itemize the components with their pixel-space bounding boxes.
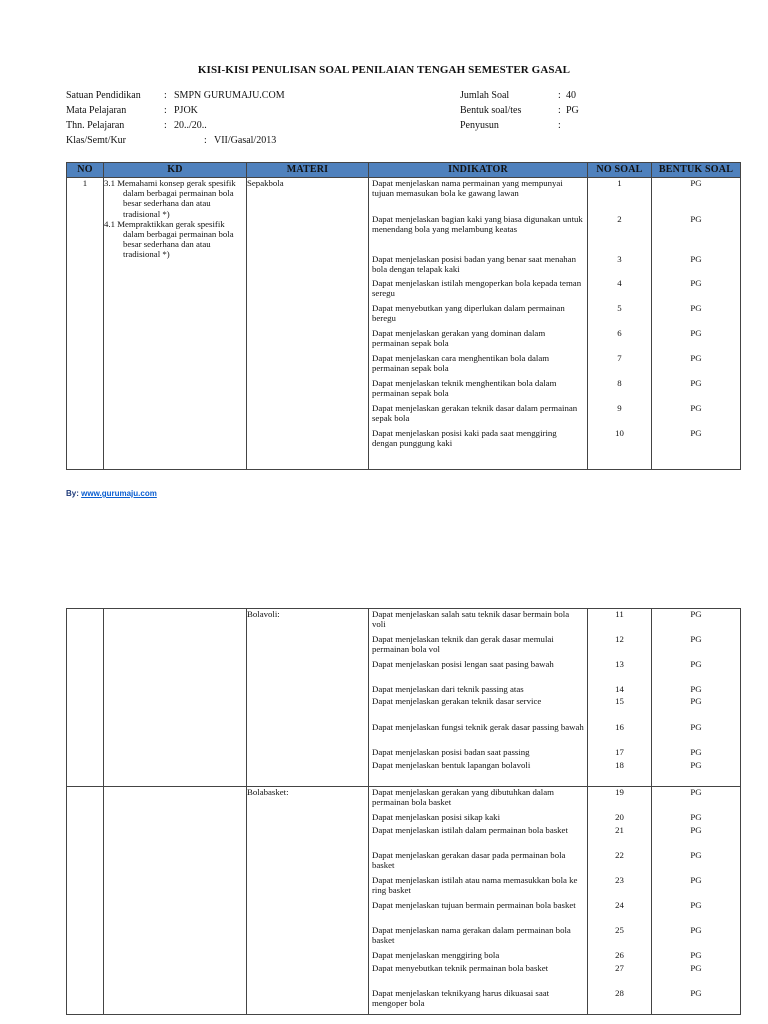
- bentuk-soal: PG: [690, 963, 702, 973]
- meta-label: Mata Pelajaran: [66, 105, 127, 116]
- indikator-item: Dapat menjelaskan posisi lengan saat pasing bawah: [372, 659, 554, 669]
- materi-cell: Bolabasket:: [247, 787, 369, 1015]
- indikator-item: Dapat menjelaskan cara menghentikan bola dalam permainan sepak bola: [372, 353, 550, 374]
- bentuk-soal: PG: [690, 696, 702, 706]
- indikator-list: [369, 178, 587, 452]
- meta-right: [460, 88, 579, 133]
- no-soal: 19: [615, 787, 624, 797]
- bentuk-soal: PG: [690, 747, 702, 757]
- meta-value: PJOK: [174, 105, 198, 116]
- indikator-item: Dapat menyebutkan yang diperlukan dalam permainan beregu: [372, 303, 565, 324]
- bentuk-soal: PG: [690, 303, 702, 313]
- no-soal: 8: [617, 378, 622, 388]
- row-number: 1: [67, 178, 104, 470]
- row-number: [67, 787, 104, 1015]
- indikator-item: Dapat menjelaskan posisi kaki pada saat menggiring dengan punggung kaki: [372, 428, 557, 449]
- indikator-item: Dapat menyebutkan teknik permainan bola basket: [372, 963, 549, 973]
- footer-credit: [66, 489, 157, 498]
- indikator-item: Dapat menjelaskan menggiring bola: [372, 950, 500, 960]
- indikator-item: Dapat menjelaskan nama gerakan dalam permainan bola basket: [372, 925, 571, 946]
- bentuk-soal: PG: [690, 875, 702, 885]
- bentuk-soal: PG: [690, 609, 702, 619]
- header-kd: KD: [104, 163, 247, 178]
- indikator-item: Dapat menjelaskan gerakan yang dominan dalam permainan sepak bola: [372, 328, 546, 349]
- no-soal: 23: [615, 875, 624, 885]
- indikator-cell: [369, 178, 588, 470]
- no-soal-cell: [588, 787, 652, 1015]
- no-soal: 24: [615, 900, 624, 910]
- no-soal: 22: [615, 850, 624, 860]
- indikator-item: Dapat menjelaskan dari teknik passing atas: [372, 684, 524, 694]
- no-soal-cell: [588, 178, 652, 470]
- footer-prefix: By:: [66, 489, 82, 498]
- bentuk-soal: PG: [690, 403, 702, 413]
- no-soal: 14: [615, 684, 624, 694]
- meta-label: Penyusun: [460, 120, 499, 131]
- no-soal: 2: [617, 214, 622, 224]
- meta-label: Klas/Semt/Kur: [66, 135, 126, 146]
- indikator-list: [369, 609, 587, 773]
- indikator-item: Dapat menjelaskan gerakan yang dibutuhkan dalam permainan bola basket: [372, 787, 554, 808]
- bentuk-soal-cell: [652, 178, 741, 470]
- kisi-kisi-table: [66, 162, 741, 470]
- bentuk-soal-cell: [652, 787, 741, 1015]
- meta-sep: :: [164, 120, 167, 131]
- indikator-item: Dapat menjelaskan istilah mengoperkan bola kepada teman seregu: [372, 278, 582, 299]
- meta-value: 40: [566, 90, 576, 101]
- meta-row-satuan: [66, 88, 285, 103]
- kd-item: 3.1 Memahami konsep gerak spesifik dalam berbagai permainan bola besar sederhana dan atau tradisional *): [104, 178, 236, 219]
- no-soal-cell: [588, 609, 652, 787]
- header-indikator: INDIKATOR: [369, 163, 588, 178]
- bentuk-soal: PG: [690, 214, 702, 224]
- header-materi: MATERI: [247, 163, 369, 178]
- no-soal-list: [588, 787, 651, 1013]
- no-soal: 13: [615, 659, 624, 669]
- footer-link[interactable]: www.gurumaju.com: [81, 489, 157, 498]
- no-soal-list: [588, 178, 651, 452]
- meta-value: SMPN GURUMAJU.COM: [174, 90, 285, 101]
- meta-value: PG: [566, 105, 579, 116]
- bentuk-soal: PG: [690, 988, 702, 998]
- indikator-cell: [369, 609, 588, 787]
- header-bentuk-soal: BENTUK SOAL: [652, 163, 741, 178]
- bentuk-soal: PG: [690, 634, 702, 644]
- indikator-item: Dapat menjelaskan gerakan dasar pada permainan bola basket: [372, 850, 566, 871]
- meta-row-jumlah: [460, 88, 579, 103]
- indikator-item: Dapat menjelaskan salah satu teknik dasar bermain bola voli: [372, 609, 570, 630]
- meta-sep: :: [204, 135, 207, 146]
- kd-cell: [104, 787, 247, 1015]
- no-soal: 11: [615, 609, 624, 619]
- continuation-table: [66, 608, 741, 1015]
- indikator-list: [369, 787, 587, 1013]
- meta-sep: :: [164, 105, 167, 116]
- no-soal: 12: [615, 634, 624, 644]
- materi-cell: Sepakbola: [247, 178, 369, 470]
- indikator-item: Dapat menjelaskan bagian kaki yang biasa digunakan untuk menendang bola yang melambung keatas: [372, 214, 583, 235]
- bentuk-soal: PG: [690, 254, 702, 264]
- bentuk-soal: PG: [690, 760, 702, 770]
- meta-row-tahun: [66, 118, 285, 133]
- meta-row-bentuk: [460, 103, 579, 118]
- bentuk-soal: PG: [690, 278, 702, 288]
- meta-sep: :: [164, 90, 167, 101]
- bentuk-soal: PG: [690, 178, 702, 188]
- bentuk-soal: PG: [690, 825, 702, 835]
- no-soal: 15: [615, 696, 624, 706]
- indikator-item: Dapat menjelaskan istilah atau nama memasukkan bola ke ring basket: [372, 875, 578, 896]
- indikator-item: Dapat menjelaskan gerakan teknik dasar service: [372, 696, 542, 706]
- meta-label: Jumlah Soal: [460, 90, 510, 101]
- no-soal: 25: [615, 925, 624, 935]
- bentuk-soal: PG: [690, 850, 702, 860]
- no-soal: 1: [617, 178, 622, 188]
- indikator-item: Dapat menjelaskan nama permainan yang mempunyai tujuan memasukan bola ke gawang lawan: [372, 178, 563, 199]
- no-soal: 28: [615, 988, 624, 998]
- no-soal: 27: [615, 963, 624, 973]
- meta-sep: :: [558, 120, 561, 131]
- no-soal: 17: [615, 747, 624, 757]
- meta-left: [66, 88, 285, 148]
- indikator-item: Dapat menjelaskan fungsi teknik gerak dasar passing bawah: [372, 722, 584, 732]
- no-soal: 16: [615, 722, 624, 732]
- materi-cell: Bolavoli:: [247, 609, 369, 787]
- indikator-item: Dapat menjelaskan istilah dalam permainan bola basket: [372, 825, 568, 835]
- bentuk-soal: PG: [690, 684, 702, 694]
- bentuk-soal: PG: [690, 925, 702, 935]
- table-row: [67, 178, 741, 470]
- no-soal: 10: [615, 428, 624, 438]
- bentuk-soal: PG: [690, 378, 702, 388]
- kd-item: 4.1 Mempraktikkan gerak spesifik dalam berbagai permainan bola besar sederhana dan atau tradisional *): [104, 218, 234, 260]
- no-soal: 7: [617, 353, 622, 363]
- no-soal: 5: [617, 303, 622, 313]
- indikator-item: Dapat menjelaskan posisi badan saat passing: [372, 747, 530, 757]
- bentuk-soal: PG: [690, 722, 702, 732]
- no-soal: 3: [617, 254, 622, 264]
- table-row: [67, 787, 741, 1015]
- bentuk-soal: PG: [690, 428, 702, 438]
- kd-cell: [104, 609, 247, 787]
- table-header-row: [67, 163, 741, 178]
- indikator-item: Dapat menjelaskan teknikyang harus dikuasai saat mengoper bola: [372, 988, 550, 1009]
- indikator-item: Dapat menjelaskan teknik dan gerak dasar memulai permainan bola vol: [372, 634, 554, 655]
- bentuk-soal: PG: [690, 328, 702, 338]
- row-number: [67, 609, 104, 787]
- indikator-item: Dapat menjelaskan posisi badan yang benar saat menahan bola dengan telapak kaki: [372, 254, 576, 275]
- bentuk-soal: PG: [690, 812, 702, 822]
- bentuk-soal: PG: [690, 787, 702, 797]
- indikator-item: Dapat menjelaskan posisi sikap kaki: [372, 812, 501, 822]
- bentuk-soal: PG: [690, 900, 702, 910]
- meta-label: Bentuk soal/tes: [460, 105, 522, 116]
- no-soal: 4: [617, 278, 622, 288]
- meta-label: Thn. Pelajaran: [66, 120, 125, 131]
- indikator-item: Dapat menjelaskan gerakan teknik dasar dalam permainan sepak bola: [372, 403, 578, 424]
- meta-label: Satuan Pendidikan: [66, 90, 141, 101]
- indikator-item: Dapat menjelaskan teknik menghentikan bola dalam permainan sepak bola: [372, 378, 557, 399]
- indikator-cell: [369, 787, 588, 1015]
- no-soal: 21: [615, 825, 624, 835]
- header-no: NO: [67, 163, 104, 178]
- bentuk-soal: PG: [690, 353, 702, 363]
- meta-sep: :: [558, 105, 561, 116]
- no-soal: 18: [615, 760, 624, 770]
- no-soal: 6: [617, 328, 622, 338]
- no-soal: 20: [615, 812, 624, 822]
- meta-row-penyusun: [460, 118, 579, 133]
- meta-value: VII/Gasal/2013: [214, 135, 277, 146]
- indikator-item: Dapat menjelaskan bentuk lapangan bolavoli: [372, 760, 531, 770]
- bentuk-soal-cell: [652, 609, 741, 787]
- meta-value: 20../20..: [174, 120, 207, 131]
- kd-cell: [104, 178, 247, 470]
- meta-row-klas: [66, 133, 285, 148]
- no-soal-list: [588, 609, 651, 773]
- bentuk-soal-list: [652, 178, 740, 452]
- table-row: [67, 609, 741, 787]
- header-no-soal: NO SOAL: [588, 163, 652, 178]
- meta-row-mapel: [66, 103, 285, 118]
- bentuk-soal: PG: [690, 950, 702, 960]
- meta-sep: :: [558, 90, 561, 101]
- no-soal: 9: [617, 403, 622, 413]
- document-title: KISI-KISI PENULISAN SOAL PENILAIAN TENGAH SEMESTER GASAL: [197, 64, 571, 76]
- indikator-item: Dapat menjelaskan tujuan bermain permainan bola basket: [372, 900, 576, 910]
- bentuk-soal-list: [652, 609, 740, 773]
- no-soal: 26: [615, 950, 624, 960]
- bentuk-soal-list: [652, 787, 740, 1013]
- bentuk-soal: PG: [690, 659, 702, 669]
